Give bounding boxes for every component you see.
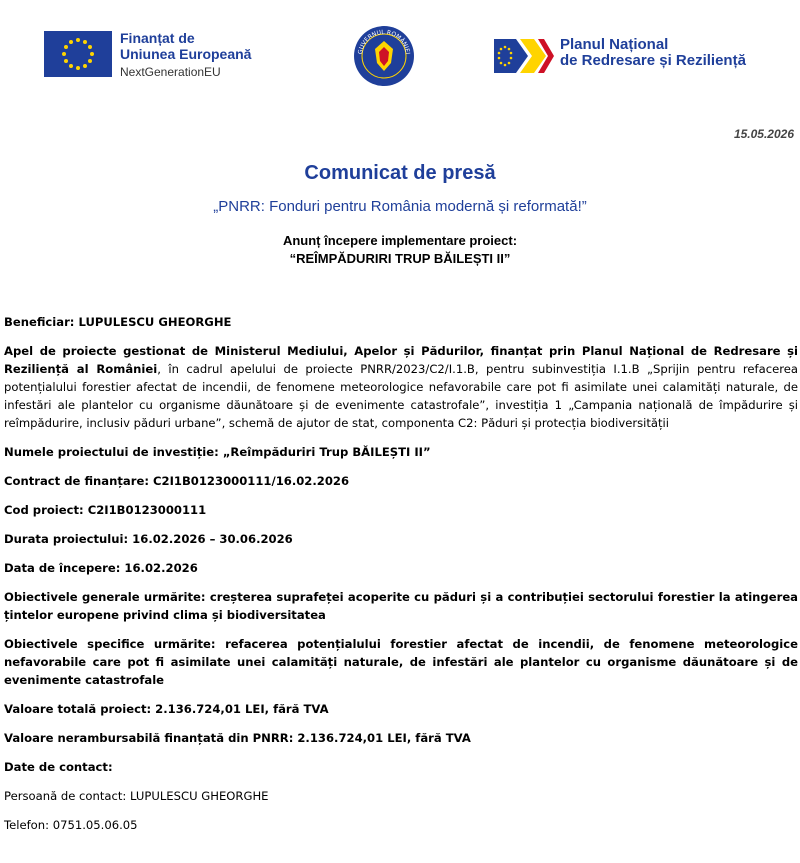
start-date-line: Data de începere: 16.02.2026 xyxy=(4,561,198,575)
general-objectives-line: Obiectivele generale urmărite: creșterea suprafeței acoperite cu păduri și a contribuției sectorului forestier la atingerea țintelor europene privind clima și biodiversitatea xyxy=(4,590,798,622)
call-description xyxy=(4,342,798,432)
contact-title: Date de contact: xyxy=(4,760,113,774)
eu-text-line-1: Finanțat de xyxy=(120,30,195,46)
eu-text-line-3: NextGenerationEU xyxy=(120,65,221,79)
duration-line: Durata proiectului: 16.02.2026 – 30.06.2026 xyxy=(4,532,293,546)
beneficiary-line: Beneficiar: LUPULESCU GHEORGHE xyxy=(4,315,232,329)
specific-objectives-line: Obiectivele specifice urmărite: refacerea potențialului forestier afectat de incendii, de fenomene meteorologice nefavorabile care pot fi asimilate unei calamități naturale, de infestări ale plantelor cu organisme dăunătoare și de evenimente catastrofale xyxy=(4,637,798,687)
contract-line: Contract de finanțare: C2I1B0123000111/16.02.2026 xyxy=(4,474,350,488)
page-title: Comunicat de presă xyxy=(304,162,496,184)
announcement-line-1: Anunț începere implementare proiect: xyxy=(282,233,518,248)
non-refundable-value-line: Valoare nerambursabilă finanțată din PNRR: 2.136.724,01 LEI, fără TVA xyxy=(4,731,471,745)
call-description-rest: , în cadrul apelului de proiecte PNRR/2023/C2/I.1.B, pentru subinvestiția I.1.B „Sprijin pentru refacerea potențialului forestier afectat de incendii, de fenomene meteorologice nefavorabile care pot fi asimilate unei calamități naturale, de infestări ale plantelor cu organisme dăunătoare și de evenimente catastrofale”, investiția 1 „Campania națională de împădurire și reîmpădurire, inclusiv păduri urbane”, schemă de ajutor de stat, componenta C2: Păduri și protecția biodiversității xyxy=(4,362,798,430)
total-value-line: Valoare totală proiect: 2.136.724,01 LEI, fără TVA xyxy=(4,702,329,716)
eu-text-line-2: Uniunea Europeană xyxy=(120,46,252,62)
pnrr-logo-text xyxy=(560,37,746,69)
announcement-heading xyxy=(0,232,800,268)
contact-section xyxy=(4,758,798,834)
call-description-bold: Apel de proiecte gestionat de Ministerul Mediului, Apelor și Pădurilor, finanțat prin Planul Național de Redresare și Reziliență al României xyxy=(4,344,798,376)
contact-phone: Telefon: 0751.05.06.05 xyxy=(4,818,138,832)
press-release-date: 15.05.2026 xyxy=(733,127,794,141)
project-name-line: Numele proiectului de investiție: „Reîmpăduriri Trup BĂILEȘTI II” xyxy=(4,445,431,459)
logo-strip xyxy=(0,0,800,110)
eu-flag-logo xyxy=(44,31,112,77)
government-seal-logo xyxy=(353,25,415,87)
announcement-line-2: “REÎMPĂDURIRI TRUP BĂILEȘTI II” xyxy=(289,251,511,266)
contact-person: Persoană de contact: LUPULESCU GHEORGHE xyxy=(4,789,269,803)
seal-text: GUVERNUL ROMÂNIEI xyxy=(357,28,411,55)
project-code-line: Cod proiect: C2I1B0123000111 xyxy=(4,503,207,517)
eu-funding-text xyxy=(120,30,251,80)
page-subtitle: „PNRR: Fonduri pentru România modernă și reformată!” xyxy=(213,198,587,215)
pnrr-logo-mark xyxy=(494,39,554,73)
pnrr-text-line-2: de Redresare și Reziliență xyxy=(560,52,746,69)
pnrr-text-line-1: Planul Național xyxy=(560,36,669,53)
press-release-body xyxy=(4,313,798,845)
